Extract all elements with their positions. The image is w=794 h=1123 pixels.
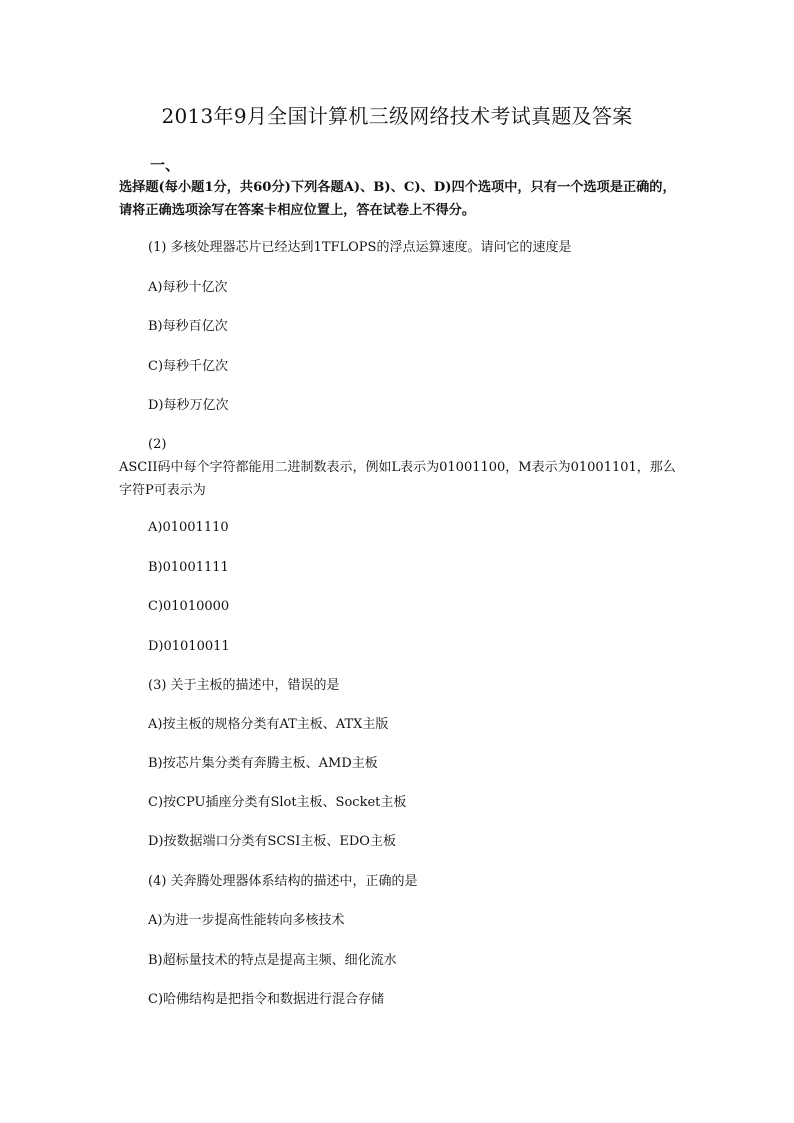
question-1-option-c: C)每秒千亿次 (148, 359, 229, 374)
question-1-option-b: B)每秒百亿次 (148, 319, 228, 334)
question-3-option-d: D)按数据端口分类有SCSI主板、EDO主板 (148, 834, 396, 849)
question-2-number: (2) (148, 437, 167, 452)
question-3-option-b: B)按芯片集分类有奔腾主板、AMD主板 (148, 756, 378, 771)
section-number: 一、 (150, 156, 181, 174)
question-1-stem: (1) 多核处理器芯片已经达到1TFLOPS的浮点运算速度。请问它的速度是 (148, 240, 572, 255)
question-4-stem: (4) 关奔腾处理器体系结构的描述中，正确的是 (148, 874, 418, 889)
question-1-option-d: D)每秒万亿次 (148, 398, 229, 413)
question-4-option-c: C)哈佛结构是把指令和数据进行混合存储 (148, 992, 385, 1007)
question-2-option-a: A)01001110 (148, 520, 229, 535)
question-3-stem: (3) 关于主板的描述中，错误的是 (148, 678, 340, 693)
question-3-option-c: C)按CPU插座分类有Slot主板、Socket主板 (148, 795, 407, 810)
question-4-option-a: A)为进一步提高性能转向多核技术 (148, 913, 345, 928)
question-3-option-a: A)按主板的规格分类有AT主板、ATX主版 (148, 717, 389, 732)
section-instructions: 选择题(每小题1分，共60分)下列各题A)、B)、C)、D)四个选项中，只有一个选项是正确的，请将正确选项涂写在答案卡相应位置上，答在试卷上不得分。 (119, 180, 676, 218)
question-4-option-b: B)超标量技术的特点是提高主频、细化流水 (148, 953, 397, 968)
document-title: 2013年9月全国计算机三级网络技术考试真题及答案 (161, 104, 633, 128)
question-2-option-d: D)01010011 (148, 639, 230, 654)
question-1-option-a: A)每秒十亿次 (148, 280, 228, 295)
question-2-option-b: B)01001111 (148, 560, 229, 575)
question-2-option-c: C)01010000 (148, 599, 230, 614)
question-2-stem: ASCII码中每个字符都能用二进制数表示，例如L表示为01001100，M表示为01001101，那么字符P可表示为 (119, 460, 676, 498)
